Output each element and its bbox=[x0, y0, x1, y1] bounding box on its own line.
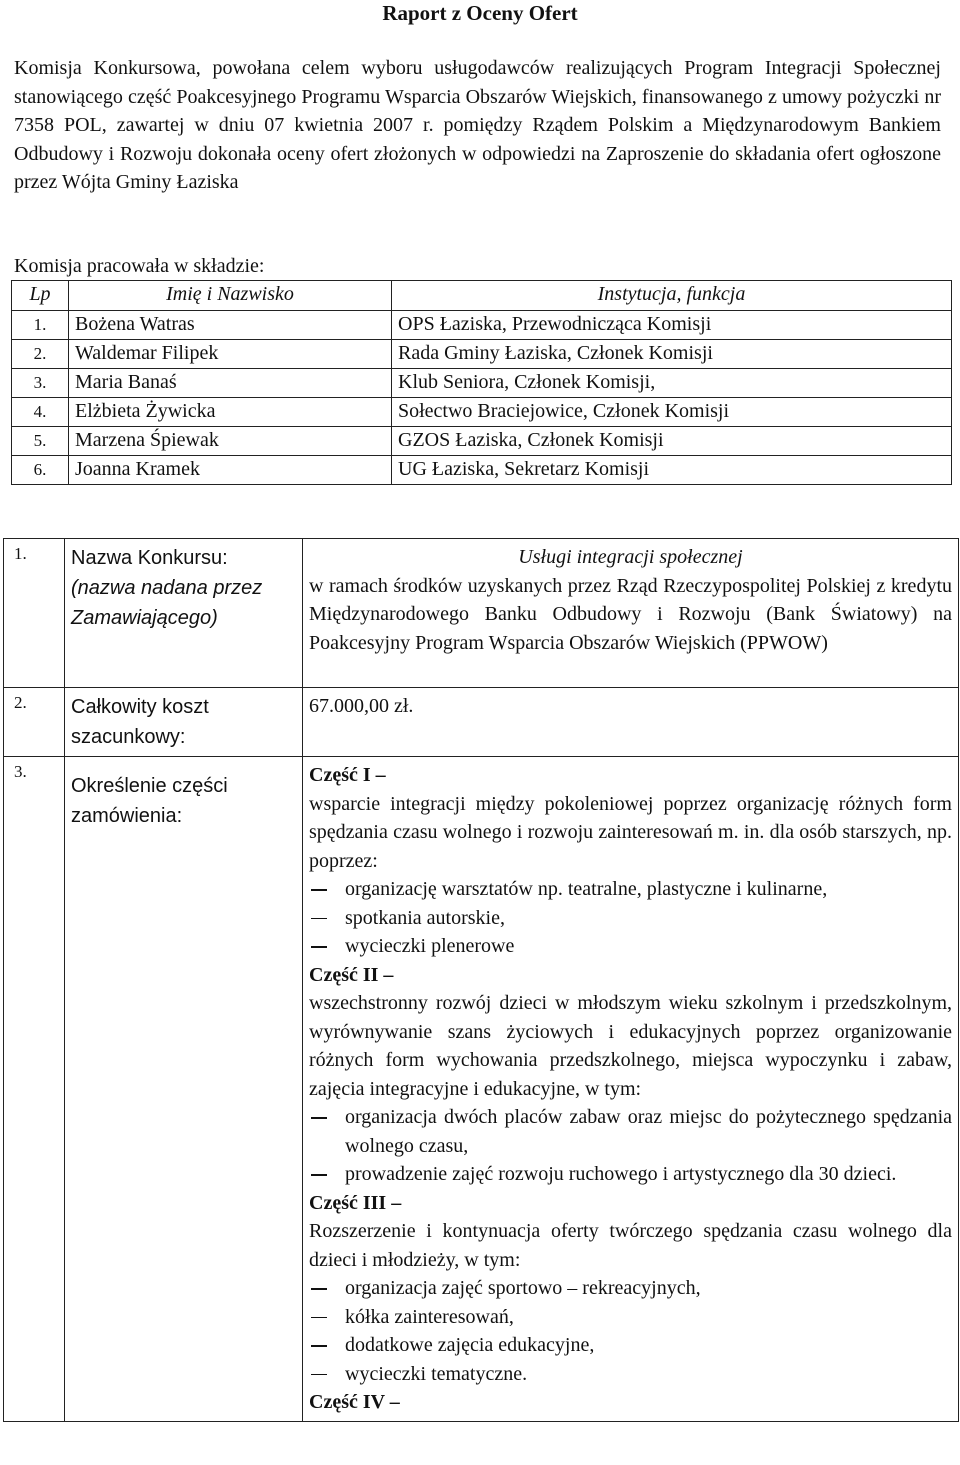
part-list bbox=[309, 1103, 952, 1189]
parts-value-cell bbox=[303, 757, 959, 1422]
member-name: Waldemar Filipek bbox=[69, 340, 392, 369]
contest-name-value-cell bbox=[303, 539, 959, 688]
part-heading: Część I – bbox=[309, 764, 386, 786]
member-name: Elżbieta Żywicka bbox=[69, 398, 392, 427]
member-institution: Sołectwo Braciejowice, Członek Komisji bbox=[392, 398, 952, 427]
row-number: 3. bbox=[4, 757, 65, 1422]
cost-label: Całkowity koszt szacunkowy: bbox=[65, 688, 303, 757]
contest-name-label-cell bbox=[65, 539, 303, 688]
row-number: 1. bbox=[4, 539, 65, 688]
list-item: wycieczki tematyczne. bbox=[309, 1360, 952, 1389]
part-text: wszechstronny rozwój dzieci w młodszym wieku szkolnym i przedszkolnym, wyrównywanie szans życiowych i edukacyjnych poprzez organizowanie różnych form wychowania przedszkolnego, miejsca wypoczynku i zabaw, zajęcia integracyjne i edukacyjne, w tym: bbox=[309, 992, 952, 1100]
page-title: Raport z Oceny Ofert bbox=[382, 1, 578, 25]
header-name: Imię i Nazwisko bbox=[69, 281, 392, 311]
row-number: 2. bbox=[4, 688, 65, 757]
member-institution: Klub Seniora, Członek Komisji, bbox=[392, 369, 952, 398]
table-row bbox=[12, 369, 952, 398]
contest-name-label: Nazwa Konkursu: bbox=[71, 547, 228, 569]
header-lp: Lp bbox=[12, 281, 69, 311]
contest-row-name bbox=[4, 539, 959, 688]
committee-label: Komisja pracowała w składzie: bbox=[14, 255, 265, 277]
member-lp: 5. bbox=[12, 427, 69, 456]
cost-value: 67.000,00 zł. bbox=[303, 688, 959, 757]
contest-row-parts bbox=[4, 757, 959, 1422]
parts-label: Określenie części zamówienia: bbox=[65, 757, 303, 1422]
intro-paragraph: Komisja Konkursowa, powołana celem wyboru usługodawców realizujących Program Integracji Społecznej stanowiącego część Poakcesyjnego Programu Wsparcia Obszarów Wiejskich, finansowanego z umowy pożyczki nr 7358 POL, zawartej w dniu 07 kwietnia 2007 r. pomiędzy Rządem Polskim a Międzynarodowym Bankiem Odbudowy i Rozwoju dokonała oceny ofert złożonych w odpowiedzi na Zaproszenie do składania ofert ogłoszone przez Wójta Gminy Łaziska bbox=[14, 57, 941, 193]
member-name: Joanna Kramek bbox=[69, 456, 392, 485]
member-lp: 6. bbox=[12, 456, 69, 485]
member-lp: 4. bbox=[12, 398, 69, 427]
member-institution: OPS Łaziska, Przewodnicząca Komisji bbox=[392, 311, 952, 340]
table-row bbox=[12, 456, 952, 485]
contest-name-title: Usługi integracji społecznej bbox=[518, 546, 743, 568]
list-item: wycieczki plenerowe bbox=[309, 932, 952, 961]
list-item: organizacja zajęć sportowo – rekreacyjnych, bbox=[309, 1274, 952, 1303]
member-name: Maria Banaś bbox=[69, 369, 392, 398]
part-heading: Część IV – bbox=[309, 1391, 400, 1413]
table-row bbox=[12, 398, 952, 427]
list-item: kółka zainteresowań, bbox=[309, 1303, 952, 1332]
list-item: dodatkowe zajęcia edukacyjne, bbox=[309, 1331, 952, 1360]
header-institution: Instytucja, funkcja bbox=[392, 281, 952, 311]
member-name: Marzena Śpiewak bbox=[69, 427, 392, 456]
list-item: organizacja dwóch placów zabaw oraz miejsc do pożytecznego spędzania wolnego czasu, bbox=[309, 1103, 952, 1160]
members-table-header bbox=[12, 281, 952, 311]
member-institution: GZOS Łaziska, Członek Komisji bbox=[392, 427, 952, 456]
table-row bbox=[12, 311, 952, 340]
part-list bbox=[309, 1274, 952, 1388]
member-institution: Rada Gminy Łaziska, Członek Komisji bbox=[392, 340, 952, 369]
table-row bbox=[12, 340, 952, 369]
member-lp: 2. bbox=[12, 340, 69, 369]
part-heading: Część III – bbox=[309, 1191, 402, 1214]
table-row bbox=[12, 427, 952, 456]
list-item: prowadzenie zajęć rozwoju ruchowego i artystycznego dla 30 dzieci. bbox=[309, 1160, 952, 1189]
part-text: wsparcie integracji między pokoleniowej poprzez organizację różnych form spędzania czasu wolnego i rozwoju zainteresowań m. in. dla osób starszych, np. poprzez: bbox=[309, 792, 952, 872]
part-heading: Część II – bbox=[309, 963, 394, 986]
contest-row-cost bbox=[4, 688, 959, 757]
part-text: Rozszerzenie i kontynuacja oferty twórczego spędzania czasu wolnego dla dzieci i młodzieży, w tym: bbox=[309, 1220, 952, 1271]
list-item: organizację warsztatów np. teatralne, plastyczne i kulinarne, bbox=[309, 875, 952, 904]
member-name: Bożena Watras bbox=[69, 311, 392, 340]
list-item: spotkania autorskie, bbox=[309, 904, 952, 933]
member-institution: UG Łaziska, Sekretarz Komisji bbox=[392, 456, 952, 485]
members-table bbox=[11, 280, 952, 485]
member-lp: 1. bbox=[12, 311, 69, 340]
contest-table bbox=[3, 538, 959, 1422]
member-lp: 3. bbox=[12, 369, 69, 398]
part-list bbox=[309, 875, 952, 961]
contest-name-text: w ramach środków uzyskanych przez Rząd Rzeczypospolitej Polskiej z kredytu Międzynarodowego Banku Odbudowy i Rozwoju (Bank Światowy) na Poakcesyjny Program Wsparcia Obszarów Wiejskich (PPWOW) bbox=[309, 574, 952, 654]
contest-name-note: (nazwa nadana przez Zamawiającego) bbox=[71, 577, 263, 629]
